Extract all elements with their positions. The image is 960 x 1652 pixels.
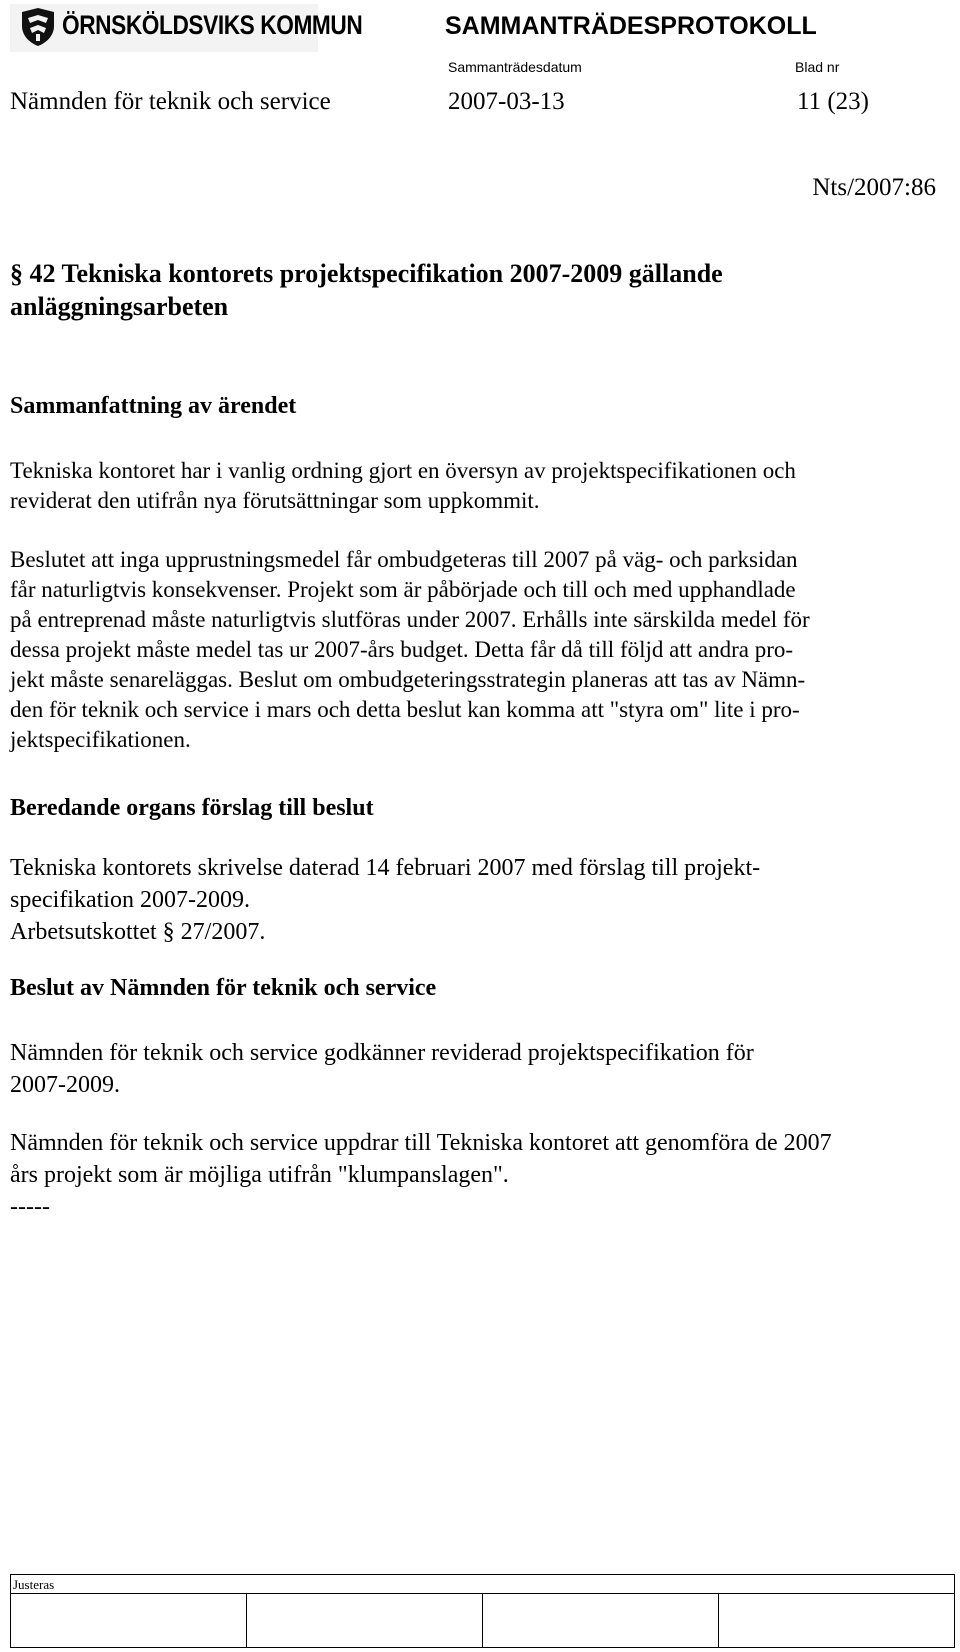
- municipality-name: ÖRNSKÖLDSVIKS KOMMUN: [62, 10, 363, 40]
- signature-cell: [11, 1594, 247, 1648]
- case-number: Nts/2007:86: [812, 174, 936, 201]
- page-label: Blad nr: [795, 59, 840, 75]
- page-number: 11 (23): [797, 88, 869, 115]
- section-heading: § 42 Tekniska kontorets projektspecifikation 2007-2009 gällande anläggningsarbeten: [10, 259, 723, 321]
- decision-heading: Beslut av Nämnden för teknik och service: [10, 975, 437, 1001]
- signature-cell: [247, 1594, 483, 1648]
- date-label: Sammanträdesdatum: [448, 59, 582, 75]
- proposal-heading: Beredande organs förslag till beslut: [10, 795, 374, 821]
- decision-paragraph: Nämnden för teknik och service uppdrar till Tekniska kontoret att genomföra de 2007 års projekt som är möjliga utifrån "klumpanslagen". -----: [10, 1130, 832, 1220]
- signature-cell: [719, 1594, 955, 1648]
- signature-cell: [483, 1594, 719, 1648]
- crest-icon: [18, 6, 58, 48]
- signature-table: [10, 1574, 955, 1648]
- proposal-text: Tekniska kontorets skrivelse daterad 14 februari 2007 med förslag till projekt- specifikation 2007-2009. Arbetsutskottet § 27/2007.: [10, 855, 761, 945]
- signature-header-cell: [11, 1575, 955, 1594]
- summary-heading: Sammanfattning av ärendet: [10, 393, 297, 419]
- summary-paragraph: Tekniska kontoret har i vanlig ordning gjort en översyn av projektspecifikationen och reviderat den utifrån nya förutsättningar som uppkommit.: [10, 458, 796, 513]
- board-name: Nämnden för teknik och service: [10, 88, 331, 115]
- decision-paragraph: Nämnden för teknik och service godkänner reviderad projektspecifikation för 2007-2009.: [10, 1040, 754, 1098]
- meeting-date: 2007-03-13: [448, 88, 565, 115]
- summary-paragraph: Beslutet att inga upprustningsmedel får ombudgeteras till 2007 på väg- och parksidan får naturligtvis konsekvenser. Projekt som är påbörjade och till och med upphandlade på entreprenad måste naturligtvis slutföras under 2007. Erhålls inte särskilda medel för dessa projekt måste medel tas ur 2007-års budget. Detta får då till följd att andra pro- jekt måste senareläggas. Beslut om ombudgeteringsstrategin planeras att tas av Nämn- den för teknik och service i mars och detta beslut kan komma att "styra om" lite i pro- jektspecifikationen.: [10, 547, 810, 752]
- document-type: SAMMANTRÄDESPROTOKOLL: [445, 12, 817, 40]
- justeras-label: Justeras: [13, 1577, 55, 1592]
